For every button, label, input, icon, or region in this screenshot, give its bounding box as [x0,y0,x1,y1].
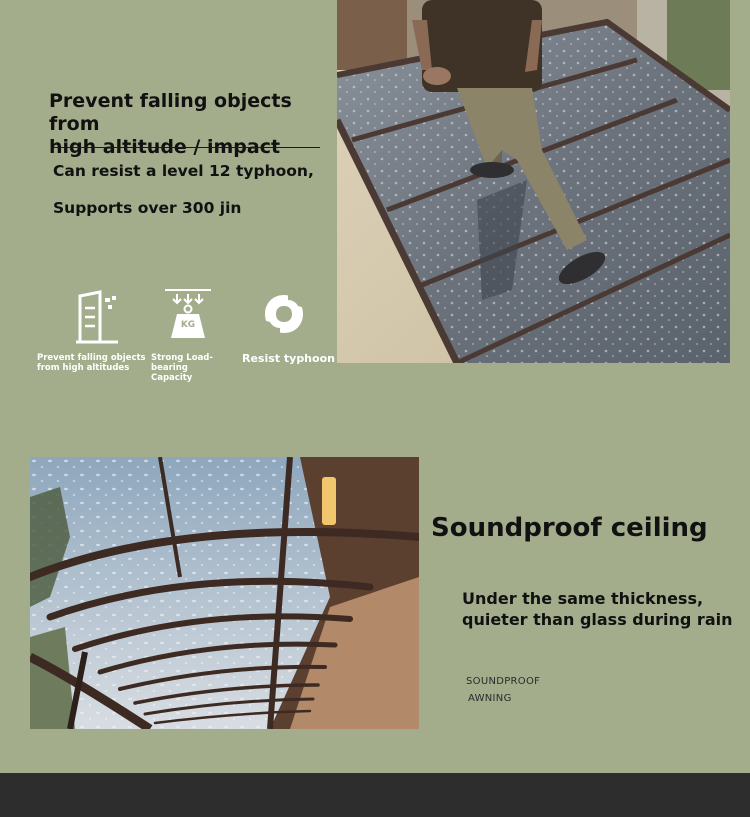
weight-kg-icon [163,288,213,342]
caption-awning: AWNING [468,693,512,704]
typhoon-icon [262,292,306,336]
soundproof-title: Soundproof ceiling [431,513,708,543]
building-icon [72,290,122,345]
feature-load: Supports over 300 jin [53,199,242,217]
headline-line-2: high altitude / impact [49,136,281,158]
caption-soundproof: SOUNDPROOF [466,676,541,687]
icon-label-load: Strong Load-bearing Capacity [151,353,213,383]
canopy-photo [30,457,419,729]
footer-bar [0,773,750,817]
soundproof-subtitle: Under the same thickness, quieter than glass during rain [462,589,733,629]
icon-label-typhoon: Resist typhoon [242,352,335,365]
kg-glyph: KG [180,320,196,330]
headline [49,90,339,159]
feature-typhoon: Can resist a level 12 typhoon, [53,162,314,180]
divider [52,147,320,148]
awning-load-photo [337,0,730,363]
icon-label-falling: Prevent falling objects from high altitudes [37,353,146,373]
headline-line-1: Prevent falling objects from [49,90,292,135]
